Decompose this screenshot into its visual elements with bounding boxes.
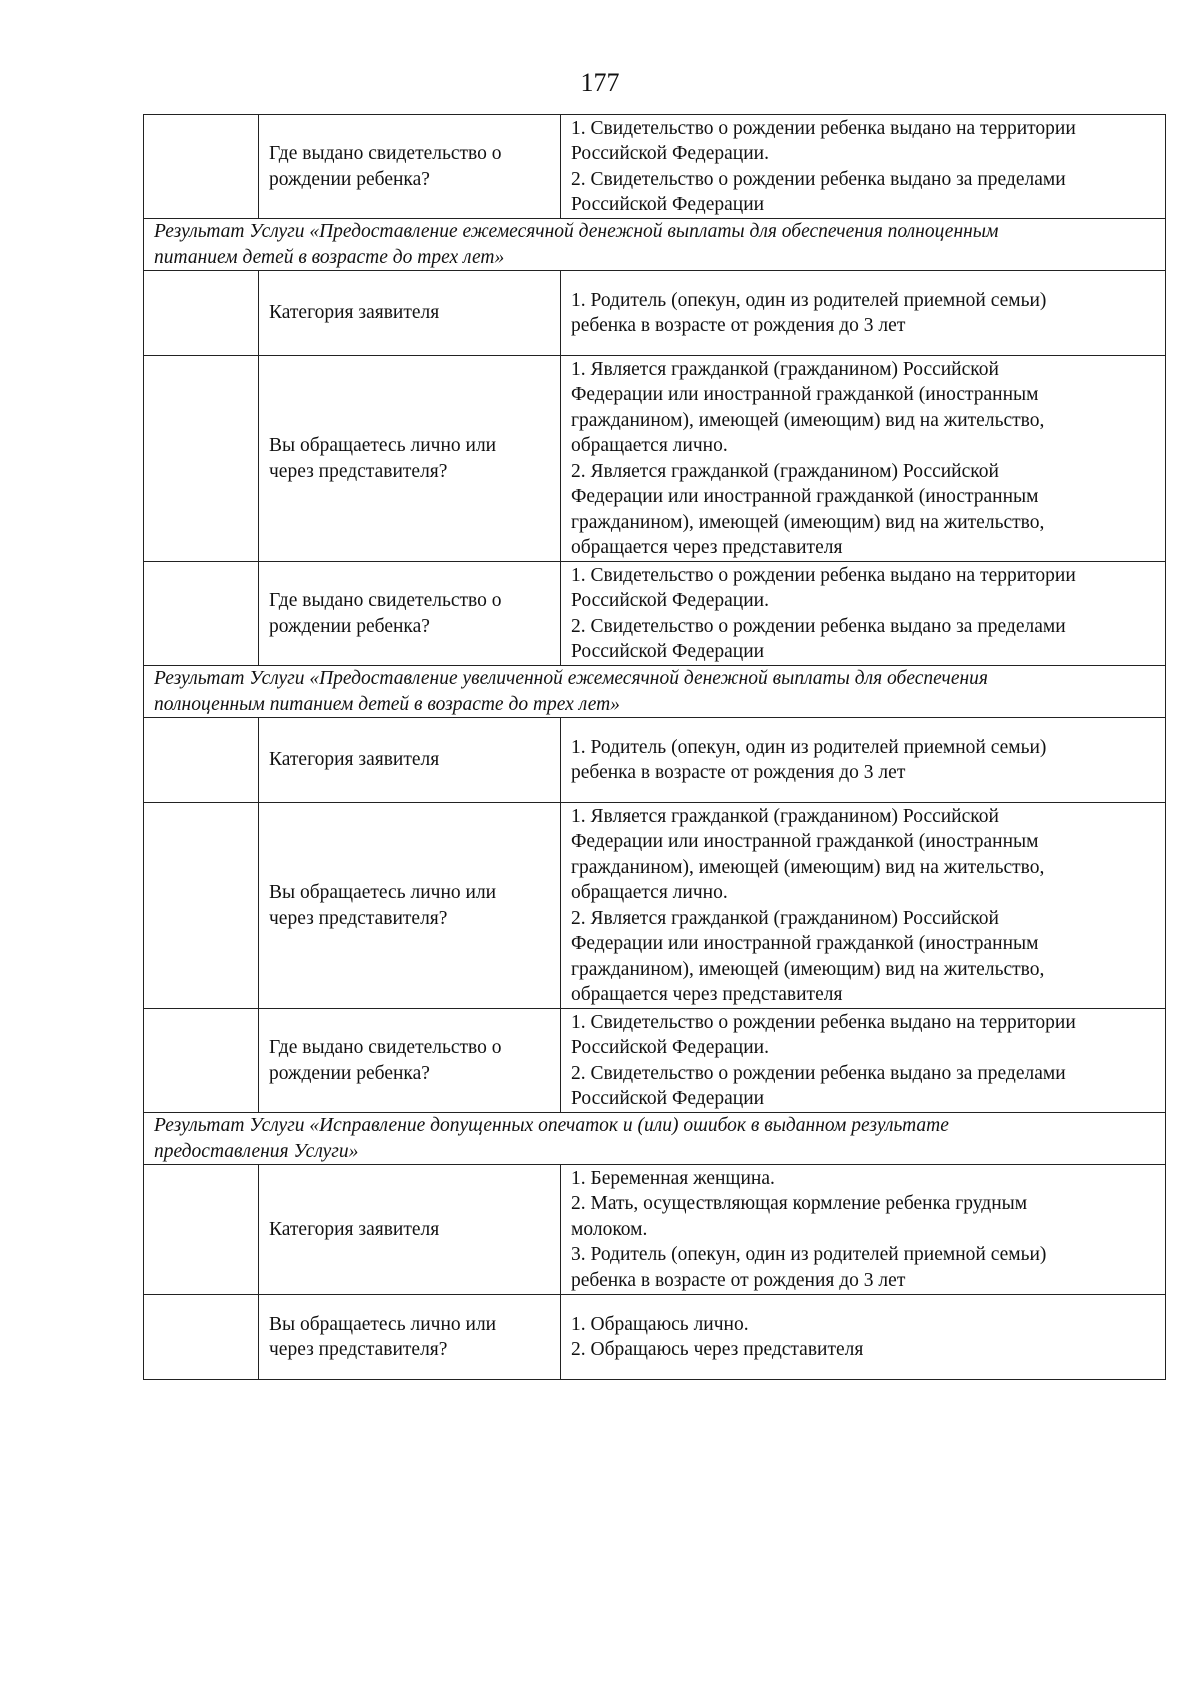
- answer-line: 1. Свидетельство о рождении ребенка выдано на территории: [571, 117, 1076, 139]
- empty-cell: [144, 803, 259, 1009]
- answer-cell: [561, 1165, 1166, 1295]
- question-cell: [259, 803, 561, 1009]
- section-header-line: полноценным питанием детей в возрасте до трех лет»: [154, 693, 620, 715]
- answer-line: обращается через представителя: [571, 537, 843, 558]
- answer-line: 1. Обращаюсь лично.: [571, 1313, 749, 1335]
- answer-line: Федерации или иностранной гражданкой (иностранным: [571, 486, 1039, 507]
- answer-cell: [561, 1295, 1166, 1380]
- section-header: [144, 666, 1166, 718]
- answer-line: 2. Мать, осуществляющая кормление ребенка грудным: [571, 1193, 1028, 1215]
- answer-line: обращается лично.: [571, 435, 728, 456]
- table-row: [144, 1165, 1166, 1295]
- answer-line: молоком.: [571, 1218, 648, 1240]
- answer-line: гражданином), имеющей (имеющим) вид на жительство,: [571, 409, 1045, 431]
- answer-cell: [561, 271, 1166, 356]
- answer-line: гражданином), имеющей (имеющим) вид на жительство,: [571, 856, 1045, 878]
- question-cell: [259, 1009, 561, 1113]
- answer-line: Российской Федерации: [571, 641, 765, 662]
- empty-cell: [144, 718, 259, 803]
- empty-cell: [144, 271, 259, 356]
- section-header: [144, 1113, 1166, 1165]
- question-line: через представителя?: [269, 907, 448, 929]
- question-line: Где выдано свидетельство о: [269, 1037, 502, 1058]
- answer-line: ребенка в возрасте от рождения до 3 лет: [571, 315, 906, 336]
- section-header-line: Результат Услуги «Исправление допущенных опечаток и (или) ошибок в выданном результате: [154, 1115, 949, 1136]
- answer-line: Российской Федерации: [571, 194, 765, 215]
- answer-line: Федерации или иностранной гражданкой (иностранным: [571, 933, 1039, 954]
- answer-line: 1. Является гражданкой (гражданином) Российской: [571, 805, 999, 827]
- empty-cell: [144, 1165, 259, 1295]
- question-line: рождении ребенка?: [269, 168, 430, 190]
- answer-line: обращается через представителя: [571, 984, 843, 1005]
- question-cell: [259, 271, 561, 356]
- table-row: [144, 718, 1166, 803]
- section-header-line: предоставления Услуги»: [154, 1140, 359, 1162]
- table-row: [144, 356, 1166, 562]
- answer-line: Федерации или иностранной гражданкой (иностранным: [571, 384, 1039, 405]
- answer-line: обращается лично.: [571, 882, 728, 903]
- question-line: Вы обращаетесь лично или: [269, 435, 497, 456]
- section-header-row: [144, 1113, 1166, 1165]
- answer-line: ребенка в возрасте от рождения до 3 лет: [571, 762, 906, 783]
- answer-line: 2. Свидетельство о рождении ребенка выдано за пределами: [571, 615, 1066, 637]
- answer-line: 2. Обращаюсь через представителя: [571, 1339, 864, 1360]
- question-line: Категория заявителя: [269, 1218, 440, 1240]
- answer-line: 1. Беременная женщина.: [571, 1167, 775, 1189]
- question-cell: [259, 1295, 561, 1380]
- answer-line: Российской Федерации: [571, 1088, 765, 1109]
- section-header-row: [144, 666, 1166, 718]
- question-cell: [259, 562, 561, 666]
- table-row: [144, 271, 1166, 356]
- empty-cell: [144, 562, 259, 666]
- criteria-table-body: [144, 115, 1166, 1380]
- empty-cell: [144, 115, 259, 219]
- table-row: [144, 115, 1166, 219]
- answer-line: ребенка в возрасте от рождения до 3 лет: [571, 1269, 906, 1291]
- section-header: [144, 219, 1166, 271]
- answer-line: 2. Свидетельство о рождении ребенка выдано за пределами: [571, 168, 1066, 190]
- answer-line: 2. Является гражданкой (гражданином) Российской: [571, 460, 999, 482]
- answer-cell: [561, 1009, 1166, 1113]
- question-cell: [259, 718, 561, 803]
- answer-line: Российской Федерации.: [571, 143, 769, 164]
- question-line: через представителя?: [269, 1339, 448, 1360]
- table-row: [144, 1295, 1166, 1380]
- empty-cell: [144, 1009, 259, 1113]
- answer-line: 3. Родитель (опекун, один из родителей приемной семьи): [571, 1244, 1047, 1266]
- question-cell: [259, 1165, 561, 1295]
- question-line: Вы обращаетесь лично или: [269, 882, 497, 903]
- answer-cell: [561, 562, 1166, 666]
- answer-cell: [561, 356, 1166, 562]
- answer-cell: [561, 718, 1166, 803]
- answer-line: 1. Является гражданкой (гражданином) Российской: [571, 358, 999, 380]
- answer-line: гражданином), имеющей (имеющим) вид на жительство,: [571, 511, 1045, 533]
- answer-line: 1. Родитель (опекун, один из родителей приемной семьи): [571, 289, 1047, 311]
- table-row: [144, 1009, 1166, 1113]
- answer-line: Федерации или иностранной гражданкой (иностранным: [571, 831, 1039, 852]
- answer-line: гражданином), имеющей (имеющим) вид на жительство,: [571, 958, 1045, 980]
- answer-line: Российской Федерации.: [571, 1037, 769, 1058]
- criteria-table: [143, 114, 1166, 1380]
- empty-cell: [144, 356, 259, 562]
- answer-line: 1. Свидетельство о рождении ребенка выдано на территории: [571, 1011, 1076, 1033]
- question-line: через представителя?: [269, 460, 448, 482]
- question-line: Категория заявителя: [269, 749, 440, 771]
- answer-line: 1. Свидетельство о рождении ребенка выдано на территории: [571, 564, 1076, 586]
- answer-line: 1. Родитель (опекун, один из родителей приемной семьи): [571, 736, 1047, 758]
- question-cell: [259, 115, 561, 219]
- empty-cell: [144, 1295, 259, 1380]
- answer-cell: [561, 803, 1166, 1009]
- question-line: Категория заявителя: [269, 302, 440, 324]
- page-number: 177: [580, 68, 620, 97]
- section-header-line: питанием детей в возрасте до трех лет»: [154, 246, 505, 268]
- question-line: Где выдано свидетельство о: [269, 590, 502, 611]
- question-line: Где выдано свидетельство о: [269, 143, 502, 164]
- question-cell: [259, 356, 561, 562]
- table-row: [144, 803, 1166, 1009]
- answer-line: Российской Федерации.: [571, 590, 769, 611]
- question-line: Вы обращаетесь лично или: [269, 1313, 497, 1335]
- table-row: [144, 562, 1166, 666]
- question-line: рождении ребенка?: [269, 615, 430, 637]
- section-header-line: Результат Услуги «Предоставление увеличенной ежемесячной денежной выплаты для обеспечения: [154, 668, 988, 689]
- answer-cell: [561, 115, 1166, 219]
- question-line: рождении ребенка?: [269, 1062, 430, 1084]
- answer-line: 2. Свидетельство о рождении ребенка выдано за пределами: [571, 1062, 1066, 1084]
- section-header-row: [144, 219, 1166, 271]
- answer-line: 2. Является гражданкой (гражданином) Российской: [571, 907, 999, 929]
- section-header-line: Результат Услуги «Предоставление ежемесячной денежной выплаты для обеспечения полноценным: [154, 221, 999, 242]
